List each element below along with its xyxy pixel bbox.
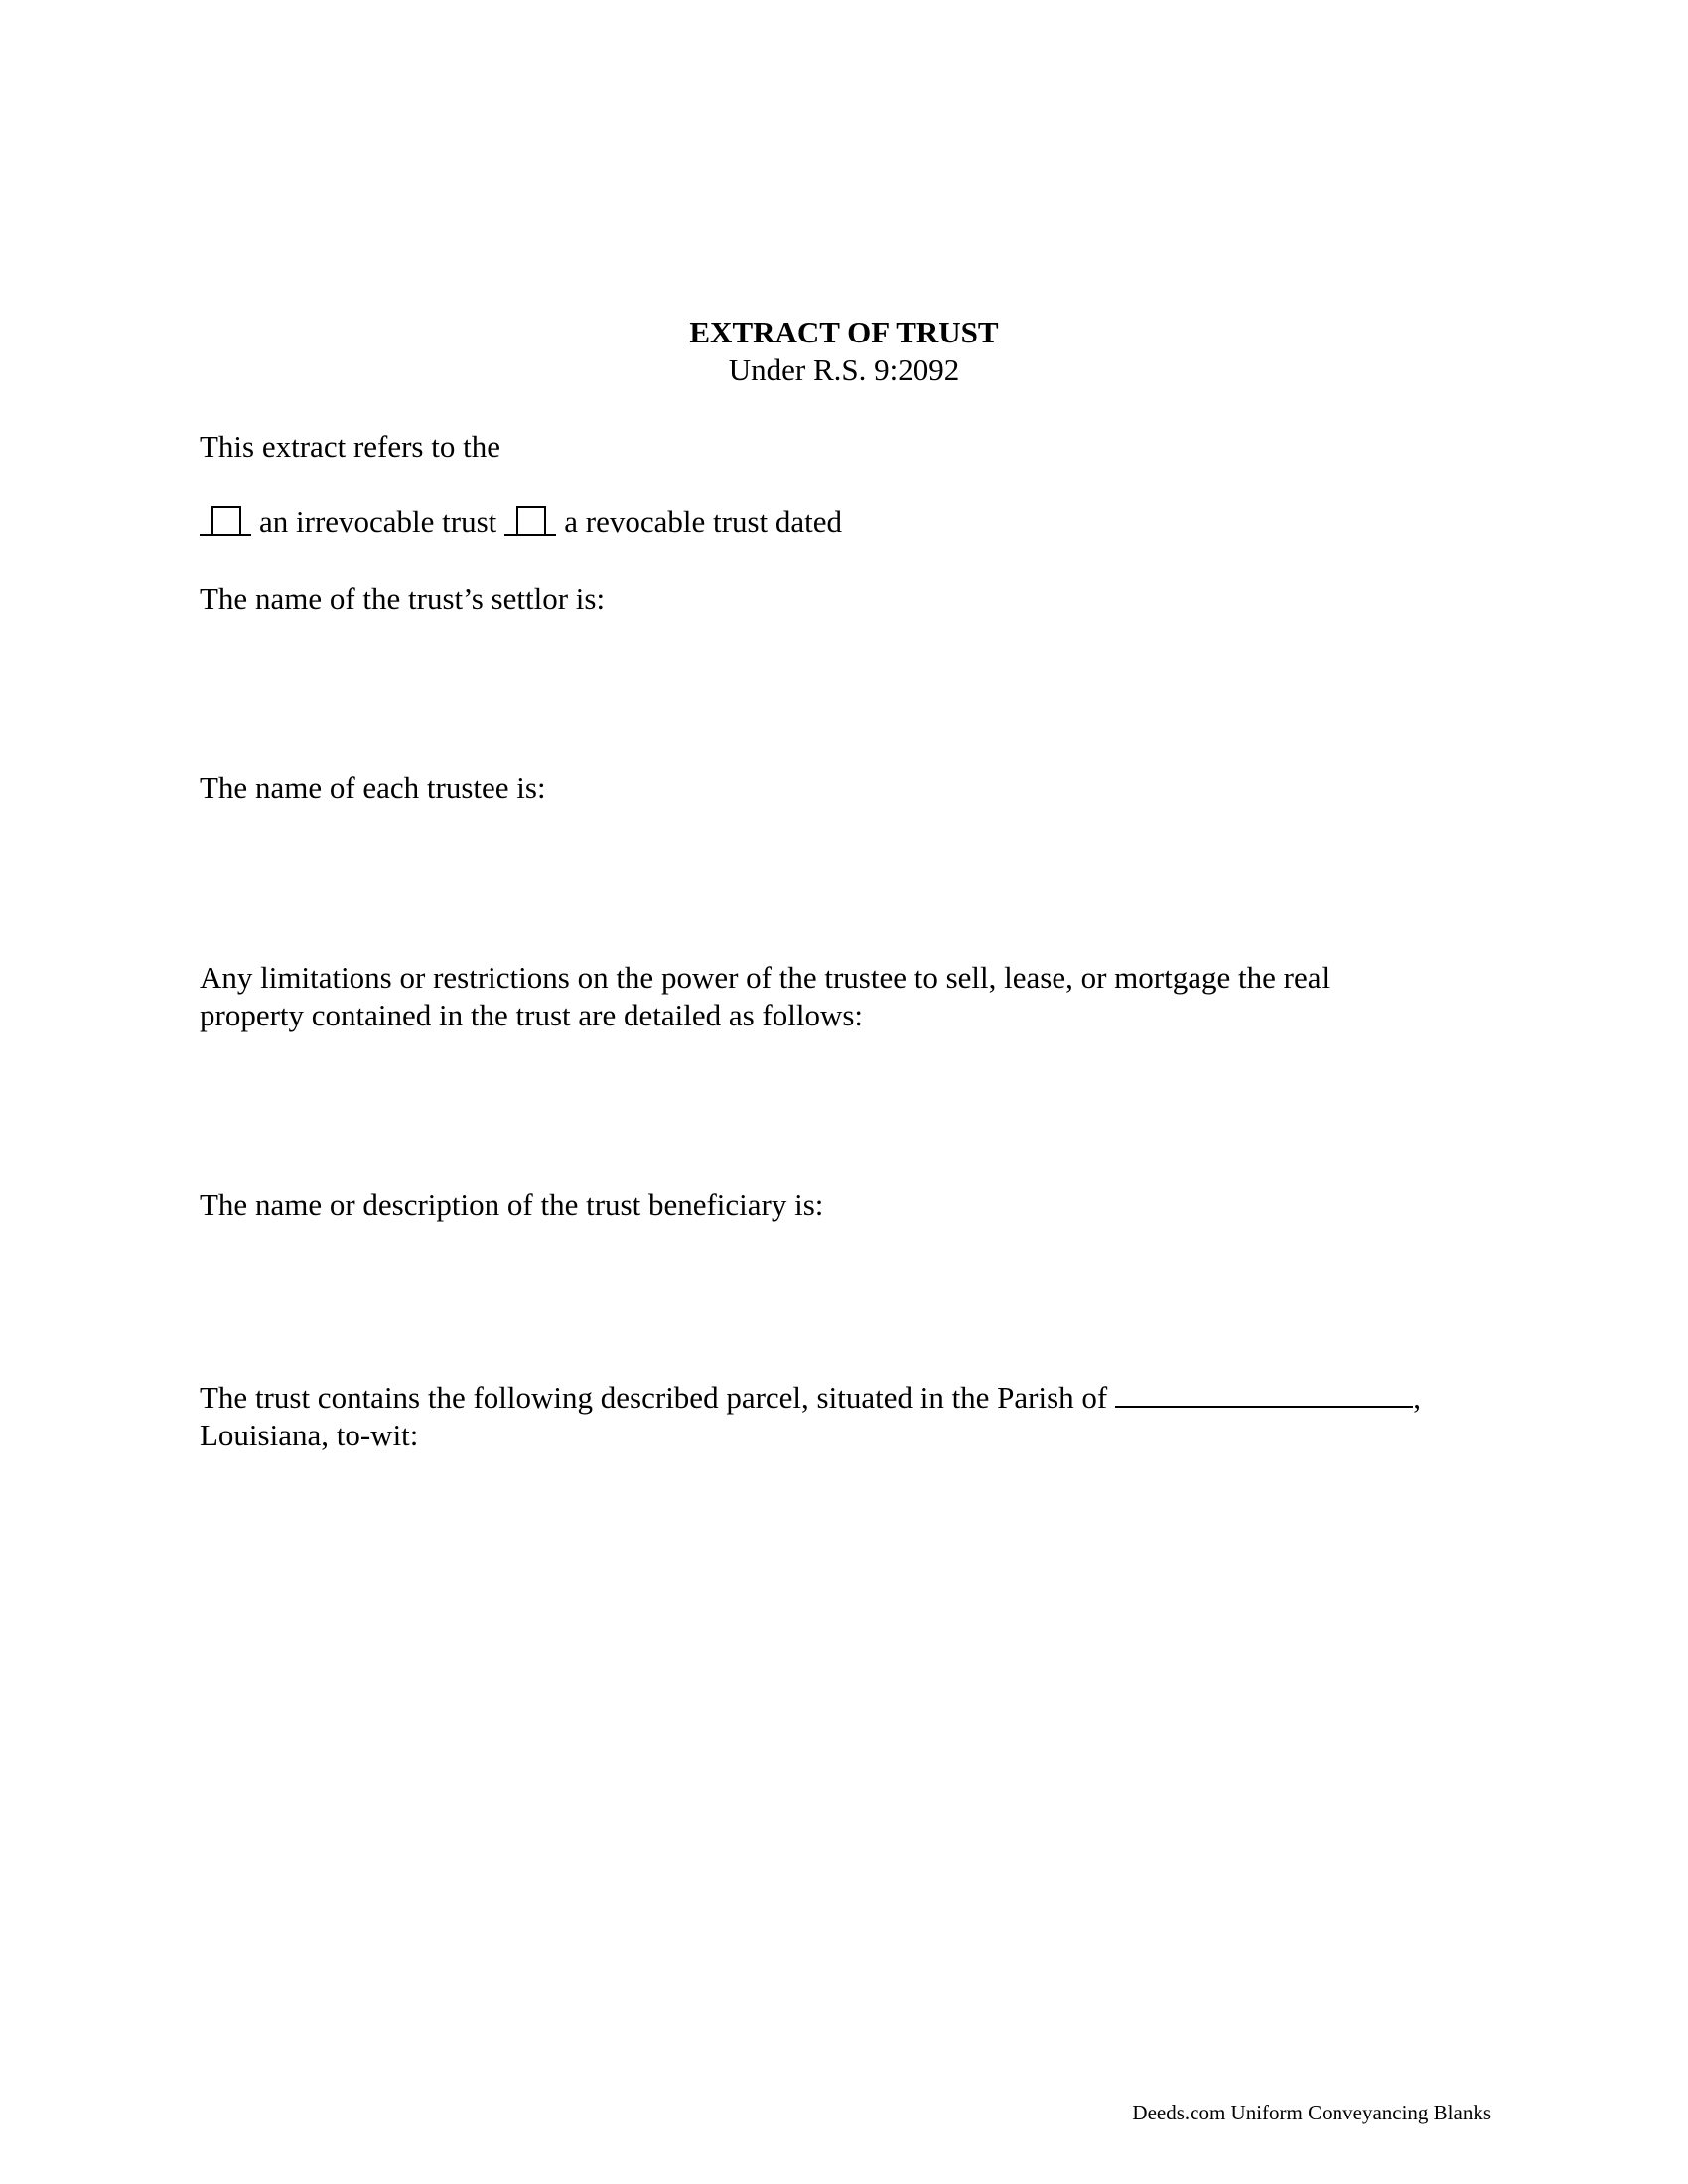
irrevocable-checkbox[interactable] bbox=[200, 503, 251, 541]
document-title: EXTRACT OF TRUST bbox=[689, 315, 999, 349]
intro-text: This extract refers to the bbox=[200, 429, 500, 464]
document-subtitle: Under R.S. 9:2092 bbox=[728, 352, 960, 387]
parish-blank-field[interactable] bbox=[1115, 1376, 1413, 1408]
parcel-text: The trust contains the following described parcel, situated in the Parish of bbox=[200, 1380, 1108, 1415]
trust-type-options bbox=[200, 503, 1490, 541]
trustee-prompt: The name of each trustee is: bbox=[200, 770, 546, 805]
revocable-label: a revocable trust dated bbox=[564, 504, 843, 539]
revocable-checkbox[interactable] bbox=[504, 503, 556, 541]
limitations-paragraph bbox=[200, 959, 1490, 1034]
limitations-line-2: property contained in the trust are detailed as follows: bbox=[200, 998, 864, 1032]
irrevocable-label: an irrevocable trust bbox=[259, 504, 497, 539]
parcel-line-1 bbox=[200, 1376, 1490, 1417]
parcel-line-2: Louisiana, to-wit: bbox=[200, 1418, 419, 1452]
beneficiary-prompt: The name or description of the trust beneficiary is: bbox=[200, 1187, 824, 1222]
checkbox-square bbox=[211, 506, 241, 536]
parcel-comma: , bbox=[1413, 1380, 1422, 1415]
parcel-paragraph bbox=[200, 1376, 1490, 1454]
settlor-prompt: The name of the trust’s settlor is: bbox=[200, 581, 606, 615]
checkbox-square bbox=[516, 506, 546, 536]
limitations-line-1: Any limitations or restrictions on the power of the trustee to sell, lease, or mortgage the real bbox=[200, 960, 1331, 995]
footer-text: Deeds.com Uniform Conveyancing Blanks bbox=[1132, 2101, 1491, 2124]
